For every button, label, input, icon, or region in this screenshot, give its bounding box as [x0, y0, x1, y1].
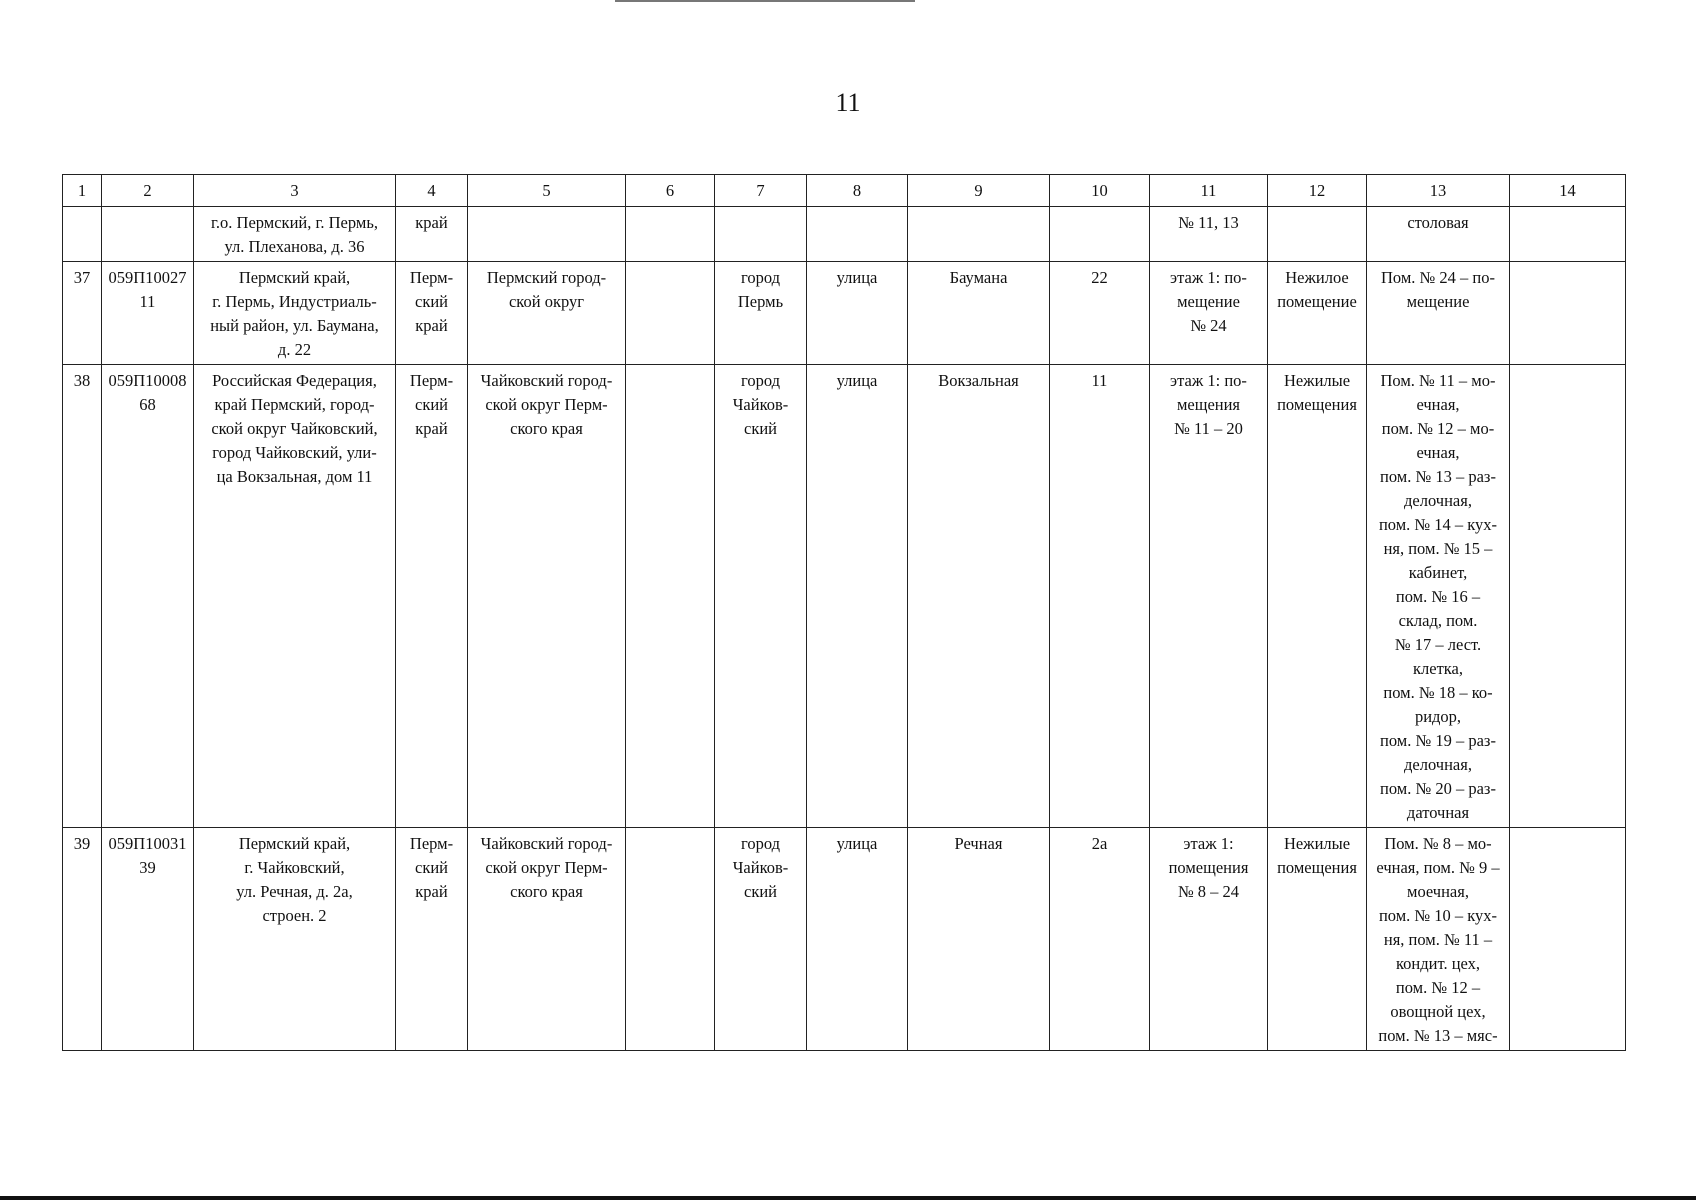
street-type-cell [807, 207, 908, 262]
registry-number-cell: 059П10027 11 [102, 262, 194, 365]
object-type-cell: Нежилое помещение [1268, 262, 1367, 365]
column-6-cell [626, 828, 715, 1051]
column-number: 13 [1367, 175, 1510, 207]
column-6-cell [626, 262, 715, 365]
page-number: 11 [835, 88, 861, 117]
row-number-cell: 37 [63, 262, 102, 365]
house-number-cell: 22 [1050, 262, 1150, 365]
column-number: 3 [194, 175, 396, 207]
street-name-cell: Вокзальная [908, 365, 1050, 828]
street-type-cell: улица [807, 365, 908, 828]
room-purpose-cell: Пом. № 24 – по- мещение [1367, 262, 1510, 365]
settlement-cell: город Пермь [715, 262, 807, 365]
column-14-cell [1510, 262, 1626, 365]
room-purpose-cell: Пом. № 11 – мо- ечная, пом. № 12 – мо- ечная, пом. № 13 – раз- делочная, пом. № 14 – кух- ня, пом. № 15 – кабинет, пом. № 16 – склад, пом. № 17 – лест. клетка, пом. № 18 – ко- ридор, пом. № 19 – раз- делочная, пом. № 20 – раз- даточная [1367, 365, 1510, 828]
region-cell: край [396, 207, 468, 262]
register-table [62, 174, 1626, 1051]
floor-premises-cell: этаж 1: по- мещения № 11 – 20 [1150, 365, 1268, 828]
table-row-continuation [63, 207, 1626, 262]
settlement-cell [715, 207, 807, 262]
column-6-cell [626, 365, 715, 828]
street-name-cell [908, 207, 1050, 262]
table-row [63, 262, 1626, 365]
room-purpose-cell: столовая [1367, 207, 1510, 262]
registry-number-cell [102, 207, 194, 262]
column-number: 9 [908, 175, 1050, 207]
street-type-cell: улица [807, 828, 908, 1051]
row-number-cell: 38 [63, 365, 102, 828]
object-type-cell: Нежилые помещения [1268, 365, 1367, 828]
house-number-cell: 11 [1050, 365, 1150, 828]
settlement-cell: город Чайков- ский [715, 365, 807, 828]
column-number: 10 [1050, 175, 1150, 207]
region-cell: Перм- ский край [396, 262, 468, 365]
column-number: 7 [715, 175, 807, 207]
object-type-cell: Нежилые помещения [1268, 828, 1367, 1051]
floor-premises-cell: этаж 1: по- мещение № 24 [1150, 262, 1268, 365]
street-name-cell: Баумана [908, 262, 1050, 365]
column-number: 4 [396, 175, 468, 207]
row-number-cell: 39 [63, 828, 102, 1051]
column-number: 6 [626, 175, 715, 207]
object-type-cell [1268, 207, 1367, 262]
scan-edge-top [615, 0, 915, 2]
column-number: 2 [102, 175, 194, 207]
address-cell: г.о. Пермский, г. Пермь, ул. Плеханова, д. 36 [194, 207, 396, 262]
region-cell: Перм- ский край [396, 828, 468, 1051]
table-row [63, 828, 1626, 1051]
house-number-cell [1050, 207, 1150, 262]
row-number-cell [63, 207, 102, 262]
settlement-cell: город Чайков- ский [715, 828, 807, 1051]
column-number: 1 [63, 175, 102, 207]
municipality-cell: Чайковский город- ской округ Перм- ского края [468, 828, 626, 1051]
house-number-cell: 2а [1050, 828, 1150, 1051]
address-cell: Пермский край, г. Пермь, Индустриаль- ный район, ул. Баумана, д. 22 [194, 262, 396, 365]
column-number: 8 [807, 175, 908, 207]
column-14-cell [1510, 207, 1626, 262]
table-row [63, 365, 1626, 828]
column-number: 11 [1150, 175, 1268, 207]
column-14-cell [1510, 828, 1626, 1051]
column-number: 14 [1510, 175, 1626, 207]
floor-premises-cell: этаж 1: помещения № 8 – 24 [1150, 828, 1268, 1051]
municipality-cell: Пермский город- ской округ [468, 262, 626, 365]
registry-number-cell: 059П10008 68 [102, 365, 194, 828]
column-14-cell [1510, 365, 1626, 828]
municipality-cell [468, 207, 626, 262]
column-6-cell [626, 207, 715, 262]
region-cell: Перм- ский край [396, 365, 468, 828]
column-number: 5 [468, 175, 626, 207]
room-purpose-cell: Пом. № 8 – мо- ечная, пом. № 9 – моечная, пом. № 10 – кух- ня, пом. № 11 – кондит. цех, пом. № 12 – овощной цех, пом. № 13 – мяс- [1367, 828, 1510, 1051]
address-cell: Пермский край, г. Чайковский, ул. Речная, д. 2а, строен. 2 [194, 828, 396, 1051]
column-number-row [63, 175, 1626, 207]
floor-premises-cell: № 11, 13 [1150, 207, 1268, 262]
address-cell: Российская Федерация, край Пермский, город- ской округ Чайковский, город Чайковский, ули- ца Вокзальная, дом 11 [194, 365, 396, 828]
street-name-cell: Речная [908, 828, 1050, 1051]
street-type-cell: улица [807, 262, 908, 365]
scan-edge-bottom [0, 1196, 1696, 1200]
registry-number-cell: 059П10031 39 [102, 828, 194, 1051]
column-number: 12 [1268, 175, 1367, 207]
municipality-cell: Чайковский город- ской округ Перм- ского края [468, 365, 626, 828]
